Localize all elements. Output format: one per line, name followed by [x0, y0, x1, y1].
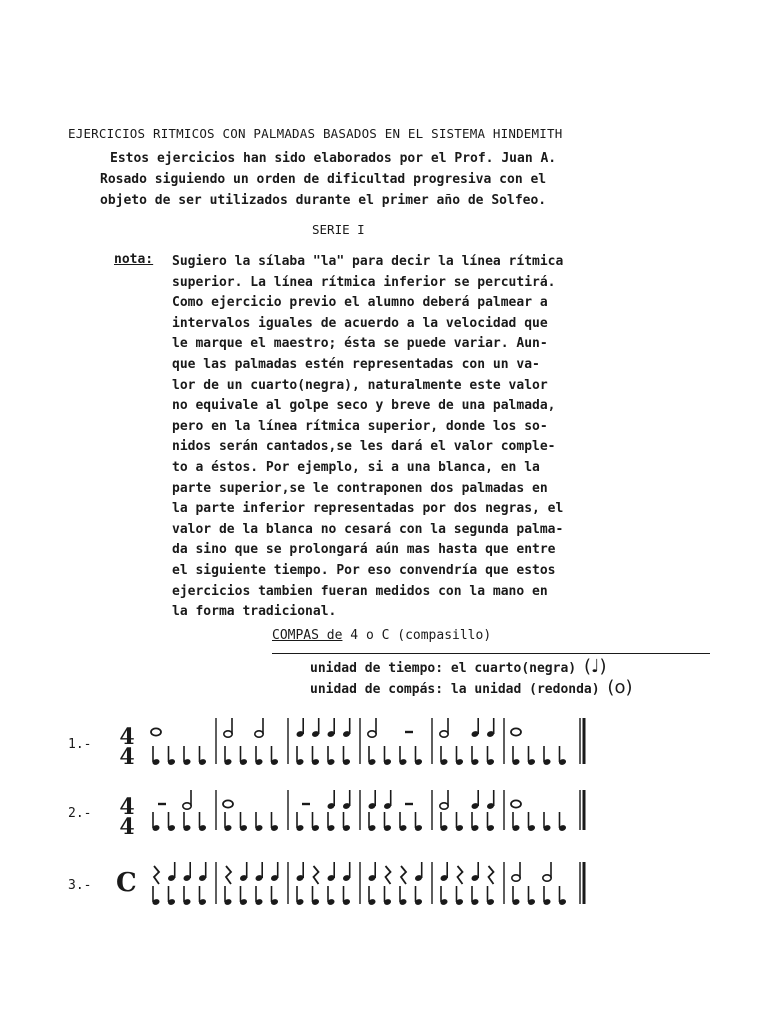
quarter-rest	[489, 866, 494, 884]
intro-line: Rosado siguiendo un orden de dificultad progresiva con el	[100, 172, 547, 187]
half-note	[440, 731, 448, 737]
whole-note	[223, 800, 233, 807]
note-line: que las palmadas estén representadas con un va-	[172, 356, 540, 372]
quarter-rest	[314, 866, 319, 884]
half-note	[368, 731, 376, 737]
note-line: el siguiente tiempo. Por eso convendría que estos	[172, 562, 556, 578]
common-time-symbol: C	[116, 868, 137, 898]
note-label: nota:	[114, 252, 154, 267]
compas-fraction: 4	[350, 628, 359, 643]
note-line: lor de un cuarto(negra), naturalmente este valor	[172, 377, 548, 393]
whole-note	[511, 800, 521, 807]
quarter-rest	[401, 866, 406, 884]
note-line: parte superior,se le contraponen dos palmadas en	[172, 480, 548, 496]
quarter-rest	[154, 866, 159, 884]
series-title: SERIE I	[312, 222, 365, 237]
notation-marks	[151, 718, 584, 906]
quarter-rest	[458, 866, 463, 884]
time-signature-top: 4	[119, 794, 135, 820]
note-line: valor de la blanca no cesará con la segunda palma-	[172, 521, 564, 537]
note-line: da sino que se prolongará aún mas hasta que entre	[172, 542, 556, 558]
whole-note	[151, 728, 161, 735]
half-note	[543, 875, 551, 881]
exercise-number: 2.-	[68, 806, 92, 821]
half-note	[440, 803, 448, 809]
intro-line: Estos ejercicios han sido elaborados por el Prof. Juan A.	[110, 151, 557, 166]
note-line: le marque el maestro; ésta se puede variar. Aun-	[172, 336, 548, 352]
page-heading: EJERCICIOS RITMICOS CON PALMADAS BASADOS EN EL SISTEMA HINDEMITH	[68, 126, 563, 141]
compas-title-rest: o C (compasillo)	[365, 628, 492, 643]
note-line: intervalos iguales de acuerdo a la velocidad que	[172, 315, 548, 331]
note-line: no equivale al golpe seco y breve de una palmada,	[172, 398, 556, 414]
note-line: la parte inferior representadas por dos negras, el	[172, 501, 564, 517]
note-line: superior. La línea rítmica inferior se percutirá.	[172, 274, 556, 290]
unit-beat-text: unidad de tiempo: el cuarto(negra)	[310, 661, 577, 676]
whole-note	[511, 728, 521, 735]
half-note	[224, 731, 232, 737]
compas-title-label: COMPAS de	[272, 628, 343, 643]
note-line: la forma tradicional.	[172, 604, 337, 620]
whole-note-icon: (o)	[607, 677, 633, 698]
time-signature-top: 4	[119, 724, 135, 750]
note-line: Como ejercicio previo el alumno deberá palmear a	[172, 295, 548, 311]
time-signature-bottom: 4	[119, 814, 135, 840]
half-note	[183, 803, 191, 809]
half-note	[512, 875, 520, 881]
exercise-number: 1.-	[68, 737, 92, 752]
half-note	[255, 731, 263, 737]
quarter-rest	[386, 866, 391, 884]
unit-measure-text: unidad de compás: la unidad (redonda)	[310, 682, 600, 697]
quarter-rest	[226, 866, 231, 884]
intro-line: objeto de ser utilizados durante el primer año de Solfeo.	[100, 193, 547, 208]
note-line: ejercicios tambien fueran medidos con la mano en	[172, 583, 548, 599]
exercise-number: 3.-	[68, 878, 92, 893]
note-line: Sugiero la sílaba "la" para decir la línea rítmica	[172, 254, 564, 269]
note-line: to a éstos. Por ejemplo, si a una blanca, en la	[172, 459, 540, 475]
note-line: nidos serán cantados,se les dará el valor comple-	[172, 439, 556, 455]
time-signature-bottom: 4	[119, 744, 135, 770]
quarter-note-icon: (♩)	[583, 656, 607, 677]
note-line: pero en la línea rítmica superior, donde los so-	[172, 418, 548, 434]
